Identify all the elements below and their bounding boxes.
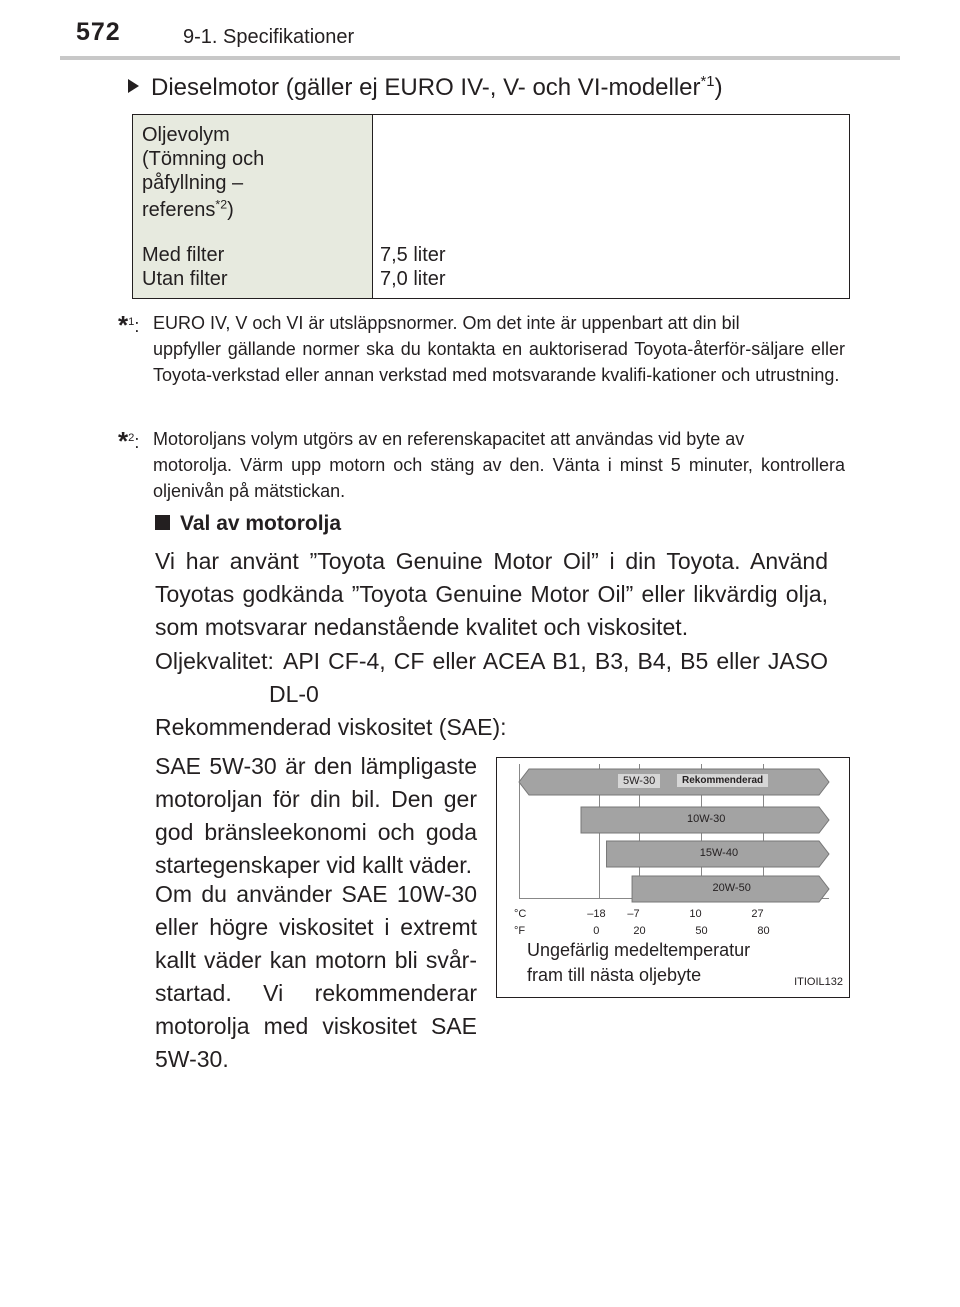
fahrenheit-tick-label: 50 — [695, 925, 708, 937]
celsius-tick-label: 27 — [751, 908, 764, 920]
triangle-bullet-icon — [128, 79, 139, 93]
table-title-ref: referens — [142, 199, 216, 221]
table-row-label: Med filter — [142, 244, 225, 266]
celsius-unit-text: °C — [514, 908, 527, 920]
viscosity-label: Rekommenderad viskositet (SAE): — [155, 714, 507, 740]
footnote-2 — [118, 426, 853, 506]
celsius-tick-label: –7 — [627, 908, 640, 920]
viscosity-bar-label: 15W-40 — [699, 847, 739, 859]
viscosity-bars — [497, 758, 851, 908]
viscosity-chart — [496, 757, 850, 998]
table-row-value: 7,0 liter — [380, 268, 446, 290]
chart-caption-text: Ungefärlig medeltemperatur fram till nästa oljebyte — [527, 940, 751, 985]
footnote-2-mark — [118, 426, 139, 455]
oil-quality-value: API CF-4, CF eller ACEA B1, B3, B4, B5 eller JASO — [283, 648, 828, 674]
figure-id: ITIOIL132 — [794, 976, 843, 988]
diesel-heading-close: ) — [714, 74, 723, 101]
table-title-ref-close: ) — [227, 199, 234, 221]
fahrenheit-tick-label: 80 — [757, 925, 770, 937]
footnote-colon: : — [134, 432, 140, 452]
viscosity-bar-label: 10W-30 — [687, 813, 726, 825]
diesel-footnote-mark: *1 — [700, 74, 715, 90]
oil-volume-table — [132, 114, 850, 299]
table-title — [142, 123, 264, 222]
fahrenheit-tick-label: 0 — [593, 925, 600, 937]
viscosity-bar-label: 20W-50 — [712, 882, 751, 894]
fahrenheit-unit — [514, 925, 525, 937]
footnote-1 — [118, 310, 853, 420]
diesel-heading-text: Dieselmotor (gäller ej EURO IV-, V- och VI-modeller — [151, 74, 701, 101]
footnote-star: * — [118, 310, 129, 340]
oil-quality — [155, 645, 828, 715]
fahrenheit-unit-text: °F — [514, 925, 526, 937]
table-title-line: (Tömning och — [142, 148, 265, 170]
footnote-number: 1 — [128, 316, 135, 328]
celsius-tick-label: –18 — [587, 908, 606, 920]
oil-quality-label: Oljekvalitet: — [155, 648, 274, 674]
oil-intro: Vi har använt ”Toyota Genuine Motor Oil” i din Toyota. Använd Toyotas godkända ”Toyota Genuine Motor Oil” eller likvärdig olja, som motsvarar nedanstående kvalitet och viskositet. — [155, 548, 828, 640]
viscosity-para-2: Om du använder SAE 10W-30 eller högre viskositet i extremt kallt väder kan motorn bli svår-startad. Vi rekommenderar motorolja med viskositet SAE 5W-30. — [155, 881, 477, 1072]
fahrenheit-tick-label: 20 — [633, 925, 646, 937]
page-number: 572 — [76, 18, 121, 46]
viscosity-para-1: SAE 5W-30 är den lämpligaste motoroljan för din bil. Den ger god bränsleekonomi och goda startegenskaper vid kallt väder. — [155, 753, 477, 878]
viscosity-bar-5W-30 — [519, 769, 829, 795]
section-title: 9-1. Specifikationer — [183, 26, 355, 48]
footnote-1-body: uppfyller gällande normer ska du kontakta en auktoriserad Toyota-återför-säljare eller Toyota-verkstad eller annan verkstad med motsvarande kvalifi-kationer och utrustning. — [153, 339, 845, 385]
footnote-star: * — [118, 426, 129, 456]
table-title-line — [142, 198, 264, 222]
footnote-2-body: motorolja. Värm upp motorn och stäng av den. Vänta i minst 5 minuter, kontrollera oljenivån på mätstickan. — [153, 455, 845, 501]
footnote-1-first-line: EURO IV, V och VI är utsläppsnormer. Om det inte är uppenbart att din bil — [153, 313, 740, 333]
table-row-value: 7,5 liter — [380, 244, 446, 266]
recommended-label: Rekommenderad — [677, 774, 768, 787]
chart-caption — [527, 938, 767, 988]
footnote-number: 2 — [128, 432, 135, 444]
table-row-label: Utan filter — [142, 268, 228, 290]
square-bullet-icon — [155, 515, 170, 530]
table-title-line: påfyllning – — [142, 172, 244, 194]
oil-heading-text: Val av motorolja — [180, 512, 342, 535]
table-title-ref-mark: *2 — [215, 197, 228, 212]
oil-heading — [155, 512, 341, 536]
table-title-line: Oljevolym — [142, 124, 230, 146]
diesel-heading — [128, 74, 723, 102]
viscosity-bar-label: 5W-30 — [618, 774, 660, 788]
header-rule — [60, 56, 900, 60]
celsius-tick-label: 10 — [689, 908, 702, 920]
footnote-2-first-line: Motoroljans volym utgörs av en referenskapacitet att användas vid byte av — [153, 429, 745, 449]
footnote-1-mark — [118, 310, 139, 339]
celsius-unit — [514, 908, 526, 920]
oil-quality-value-cont: DL-0 — [269, 681, 319, 707]
footnote-colon: : — [134, 316, 140, 336]
